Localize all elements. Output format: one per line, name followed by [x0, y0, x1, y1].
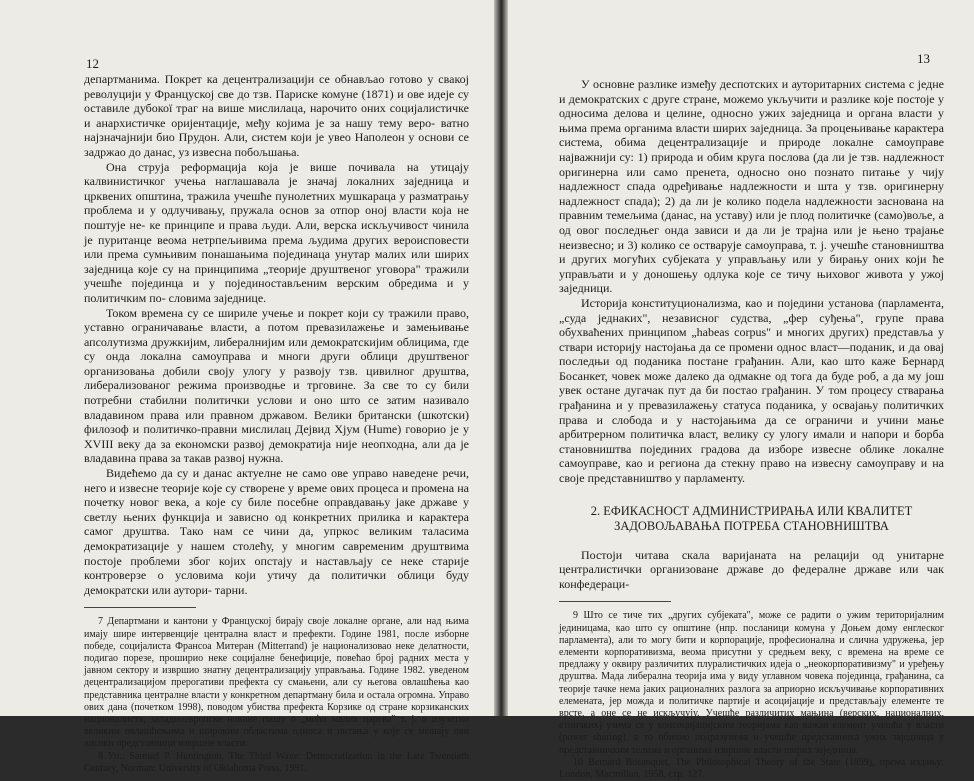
section-heading-line-1: 2. ЕФИКАСНОСТ АДМИНИСТРИРАЊА ИЛИ КВАЛИТЕТ: [590, 503, 913, 518]
right-page: [508, 0, 974, 781]
left-text-column: [84, 72, 469, 775]
paragraph: Постоји читава скала варијаната на релацији од унитарне централистички организоване државе до федералне државе или чак конфедераци-: [559, 547, 944, 591]
footnotes-right: [559, 610, 944, 781]
section-heading-line-2: ЗАДОВОЉАВАЊА ПОТРЕБА СТАНОВНИШТВА: [614, 518, 889, 533]
paragraph: департманима. Покрет ка децентрализацији се обнављао готово у свакој револуцији у Француској све до тзв. Париске комуне (1871) и ове идеје су оставиле дубокої траг на више мислилаца, нарочито оних социјалистичке и анархистичке оријентације, међу којима је за нашу тему веро- ватно најзначајнији био Прудон. Али, систем који је увео Наполеон у основи се задржао до данас, уз извесна побољшања.: [84, 72, 469, 159]
footnote: 7 Департмани и кантони у Француској бирају своје локалне органе, али над њима имају шире интервенције централна власт и префекти. Године 1981, после изборне победе, социјалиста Франсоа Митеран (Mitterrand) је национализовао неке делатности, подигао порезе, проширио неке социјалне бенефиције, повећао број радних места у јавном сектору и извршио знатну децентрализацију управљања. Године 1982. уведеном децентрализацијом прерогативи префекта су смањени, али су његова овлашћења као представника централне власти у конкретном департману била и остала огромна. Управо ових дана (почетком 1998), поводом убиства префекта Корзике од стране корзиканских националиста, западноевропске новине пишу о „моћи малих царева" т. ј. о изузетно великим овлашћењима и широким областима односа и питања у које се мешају ови високи представници извршне власти.: [84, 616, 469, 750]
paragraph: Она струја реформација која је више почивала на утицају калвинистичког учења наглашавала је значај локалних заједница и црквених општина, тражила учешће пунолетних мушкараца у разматрању проблема и у одлучивању, пружала основ за отпор оној власти која не поштује не- ке принципе и права људи. Али, верска искључивост чинила је пуританце веома нетрпељивима према људима других вероисповести или према сумњивим понашањима појединаца унутар малих или ширих заједница које су на принципима „теорије друштвеног уговора" тражили учешће појединца и у појединостављеним верским обредима и у политичким по- словима заједнице.: [84, 159, 469, 305]
book-gutter: [494, 0, 508, 716]
paragraph: Историја конституционализма, као и поједини установа (парламента, „суда једнаких", независног судства, „фер суђења", групе права обухваћених принципом „habeas corpus" и многих других) представља у ствари историју настојања да се промени однос власт—поданик, и да овај последњи од поданика постане грађанин. Али, као што каже Бернард Босанкет, човек може далеко да одмакне од тога да буде роб, а да му још увек остане дугачак пут да би постао грађанин. У том процесу стварања грађанина и у превазилажењу статуса поданика, у освајању политичких права и слобода и у настојањима да се ограничи и учини мање арбитрерном политичка власт, велику су улогу имали и напори и борба становништва појединих градова да изборе извесне облике локалне самоуправе, као и региона да стекну право на извесну самоуправу и на своје представништво у парламенту.: [559, 295, 944, 486]
footnote-divider: [559, 601, 671, 602]
right-text-column: [559, 77, 944, 781]
page-number-left: 12: [86, 56, 99, 71]
paragraph: Видећемо да су и данас актуелне не само ове управо наведене речи, него и извесне теорије које су створене у време ових процеса и промена на почетку новог века, а које су биле посебне оправдавању јаке државе у светлу њених функција и зависно од конкретних прилика и карактера самог друштва. Тако нам се чини да, упркос великим таласима демократизације у нашем столећу, у многим савременим друштвима постоје проблеми због којих опстају и настављају се неке старије контроверзе о условима који утичу да политички облици буду демократски или аутори- тарни.: [84, 466, 469, 597]
footnote: 10 Bernard Bosanquet, The Philosophical Theory of the State (1899), према издању: London, Macmillan, 1958, стр. 127.: [559, 756, 944, 781]
page-number-right: 13: [917, 51, 930, 66]
footnote: 8 Уп.: Samuel P. Huntington, The Third Wave: Democratization in the Late Twentieth Century, Norman: University of Oklahoma Press, 1991.: [84, 750, 469, 774]
paragraph: У основне разлике између деспотских и ауторитарних система с једне и демократских с друге стране, можемо укључити и разлике које постоје у односима делова и целине, односно ужих заједница и органа власти у њима према органима власти ширих заједница. За процењивање карактера система, обима децентрализације и природе локалне самоуправе најважнији су: 1) природа и обим круга послова (да ли је тзв. надлежност оригинерна или само пренета, односно оно познато питање у чију надлежност спада одређивање надлежности и шта у тзв. оригинерну надлежност спада); 2) да ли је колико подела надлежности заснована на правним темељима (данас, на уставу) или је плод политичке (само)воље, а од овог последњег онда зависи и да ли је трајна или је њено трајање неизвесно; и 3) колико се остварује самоуправа, т. ј. учешће становништва и других могућих субјеката у управљању или у бирању оних који ће управљати и у доношењу одлука које се тичу њиховог живота у ужој заједници.: [559, 77, 944, 296]
section-heading: [559, 504, 944, 534]
footnote: 9 Што се тиче тих „других субјеката", може се радити о ужим територијалним јединицама, као што су општине (нпр. посланици комуна у Доњем дому енглеског парламента), али то могу бити и корпорације, професионална и слична удружења, јер елементи корпоративизма, веома присутни у средњем веку, с времена на време се предлажу у оквиру различитих плуралистичких идеја о „неокорпоративизму" и уређењу друштва. Мада либерална теорија има у виду углавном човека појединца, грађанина, са теорије тачке нема јаких рационалних разлога за априорно искључивање корпоративних елемената, јер можда и политичке партије и асоцијације и представљају елементе те врсте, а оне се не искључују. Учешће различитих мањина (верских, националних, етничких) узима се у консоцијацијским теоријама као важан елемент учешћа у власти (power sharing), а то обично подразумева и учешће представника ужих заједница у представничким телима и органима извршне власти ширих заједница.: [559, 610, 944, 756]
footnote-divider: [84, 607, 196, 608]
paragraph: Током времена су се шириле учење и покрет који су тражили право, уставно ограничавање власти, а потом превазилажење и замењивање апсолутизма дружкијим, либералнијим или демократскијим облицима, где су онда локална самоуправа и многи други облици друштвеног организовања добили своју улогу у развоју тзв. цивилног друштва, либерализованог режима производње и трговине. За све то су били потребни стабилни политички услови и оно што се затим називало владавином права или правном државом. Велики британски (шкотски) филозоф и политичко-правни мислилац Дејвид Хјум (Hume) говорио је у XVIII веку да за економски развој демократија није неопходна, али да је владавина права за такав развој нужна.: [84, 305, 469, 466]
footnotes-left: [84, 616, 469, 775]
